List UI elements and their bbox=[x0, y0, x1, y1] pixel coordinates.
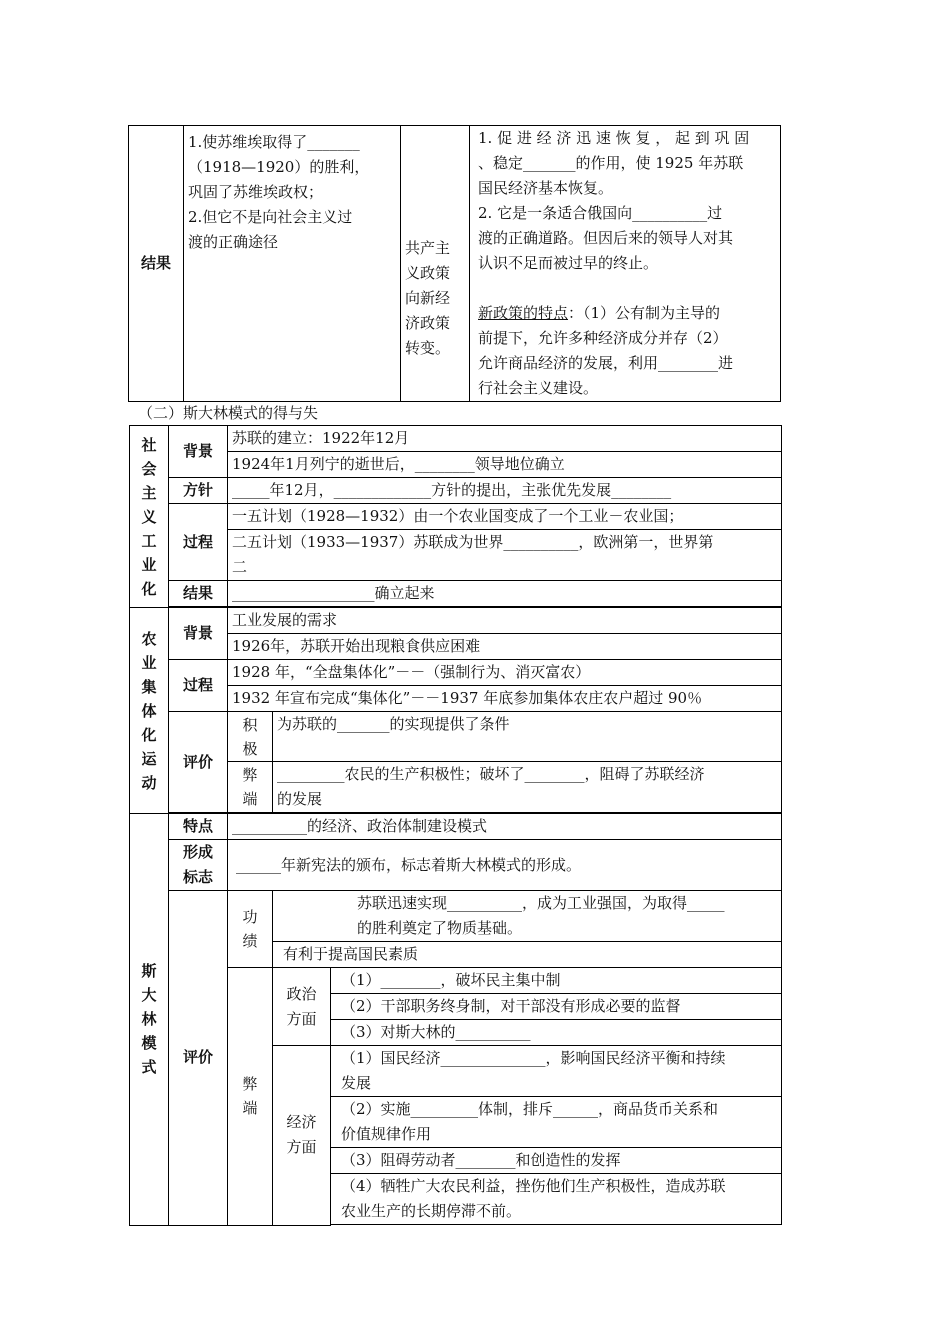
results-table bbox=[128, 125, 781, 402]
results-label: 结果 bbox=[129, 126, 184, 402]
col-process-label: 过程 bbox=[169, 660, 228, 712]
sm-economic-row: （2）实施_________体制，排斥______，商品货币关系和 价值规律作用 bbox=[331, 1097, 782, 1148]
section-caption: （二）斯大林模式的得与失 bbox=[138, 404, 319, 422]
sm-economic-label: 经济 方面 bbox=[273, 1046, 331, 1226]
ind-background-row: 1924年1月列宁的逝世后，________领导地位确立 bbox=[228, 452, 782, 478]
sm-economic-row: （3）阻碍劳动者________和创造性的发挥 bbox=[331, 1148, 782, 1174]
war-communism-result: 1.使苏维埃取得了_______ （1918—1920）的胜利， 巩固了苏维埃政权； 2.但它不是向社会主义过 渡的正确途径 bbox=[184, 126, 401, 402]
col-eval-label: 评价 bbox=[169, 712, 228, 813]
ind-result-label: 结果 bbox=[169, 581, 228, 607]
col-process-row: 1928 年，“全盘集体化”－－（强制行为、消灭富农） bbox=[228, 660, 782, 686]
col-process-row: 1932 年宣布完成“集体化”－－1937 年底参加集体农庄农户超过 90％ bbox=[228, 686, 782, 712]
ind-policy-label: 方针 bbox=[169, 478, 228, 504]
col-background-row: 1926年，苏联开始出现粮食供应困难 bbox=[228, 634, 782, 660]
sm-eval-label: 评价 bbox=[169, 891, 228, 1226]
sm-political-label: 政治 方面 bbox=[273, 968, 331, 1046]
ind-process-row: 一五计划（1928—1932）由一个农业国变成了一个工业－农业国； bbox=[228, 504, 782, 530]
sm-feature-label: 特点 bbox=[169, 814, 228, 840]
nep-result: 1. 促 进 经 济 迅 速 恢 复 ， 起 到 巩 固 、稳定_______的作用，使 1925 年苏联 国民经济基本恢复。 2. 它是一条适合俄国向__________过 渡的正确道路。但因后来的领导人对其 认识不足而被过早的终止。 新政策的特点：（1）公有制为主导的 前提下，允许多种经济成分并存（2） 允许商品经济的发展，利用________进 行社会主义建设。 bbox=[470, 126, 781, 402]
policy-transition: 共产主 义政策 向新经 济政策 转变。 bbox=[401, 126, 470, 402]
ind-result-row: ___________________确立起来 bbox=[228, 581, 782, 607]
col-positive-label: 积 极 bbox=[228, 712, 273, 762]
sm-sign-label: 形成 标志 bbox=[169, 840, 228, 891]
col-background-label: 背景 bbox=[169, 608, 228, 660]
sm-political-row: （1）________，破坏民主集中制 bbox=[331, 968, 782, 994]
ind-background-label: 背景 bbox=[169, 426, 228, 478]
industrialization-title: 社 会 主 义 工 业 化 bbox=[130, 426, 169, 608]
sm-sign-text: ______年新宪法的颁布，标志着斯大林模式的形成。 bbox=[228, 840, 782, 891]
col-negative-label: 弊 端 bbox=[228, 762, 273, 813]
ind-background-row: 苏联的建立：1922年12月 bbox=[228, 426, 782, 452]
stalin-model-title: 斯 大 林 模 式 bbox=[130, 814, 169, 1226]
col-positive-text: 为苏联的_______的实现提供了条件 bbox=[273, 712, 782, 762]
sm-flaw-label: 弊 端 bbox=[228, 968, 273, 1226]
col-background-row: 工业发展的需求 bbox=[228, 608, 782, 634]
sm-economic-row: （1）国民经济______________，影响国民经济平衡和持续 发展 bbox=[331, 1046, 782, 1097]
ind-process-label: 过程 bbox=[169, 504, 228, 581]
ind-policy-row: _____年12月，_____________方针的提出，主张优先发展________ bbox=[228, 478, 782, 504]
sm-political-row: （3）对斯大林的__________ bbox=[331, 1020, 782, 1046]
collectivization-title: 农 业 集 体 化 运 动 bbox=[130, 608, 169, 814]
sm-feature-text: __________的经济、政治体制建设模式 bbox=[228, 814, 782, 840]
nep-features: 新政策的特点：（1）公有制为主导的 bbox=[478, 304, 721, 322]
stalin-model-table bbox=[129, 425, 782, 1226]
sm-political-row: （2）干部职务终身制，对干部没有形成必要的监督 bbox=[331, 994, 782, 1020]
col-negative-text: _________农民的生产积极性；破坏了________，阻碍了苏联经济 的发展 bbox=[273, 762, 782, 813]
sm-merit-row: 苏联迅速实现__________，成为工业强国，为取得_____ 的胜利奠定了物质基础。 bbox=[273, 891, 782, 942]
sm-economic-row: （4）牺牲广大农民利益，挫伤他们生产积极性，造成苏联 农业生产的长期停滞不前。 bbox=[331, 1174, 782, 1225]
sm-merit-row: 有利于提高国民素质 bbox=[273, 942, 782, 968]
sm-merit-label: 功 绩 bbox=[228, 891, 273, 968]
ind-process-row: 二五计划（1933—1937）苏联成为世界__________，欧洲第一，世界第 二 bbox=[228, 530, 782, 581]
